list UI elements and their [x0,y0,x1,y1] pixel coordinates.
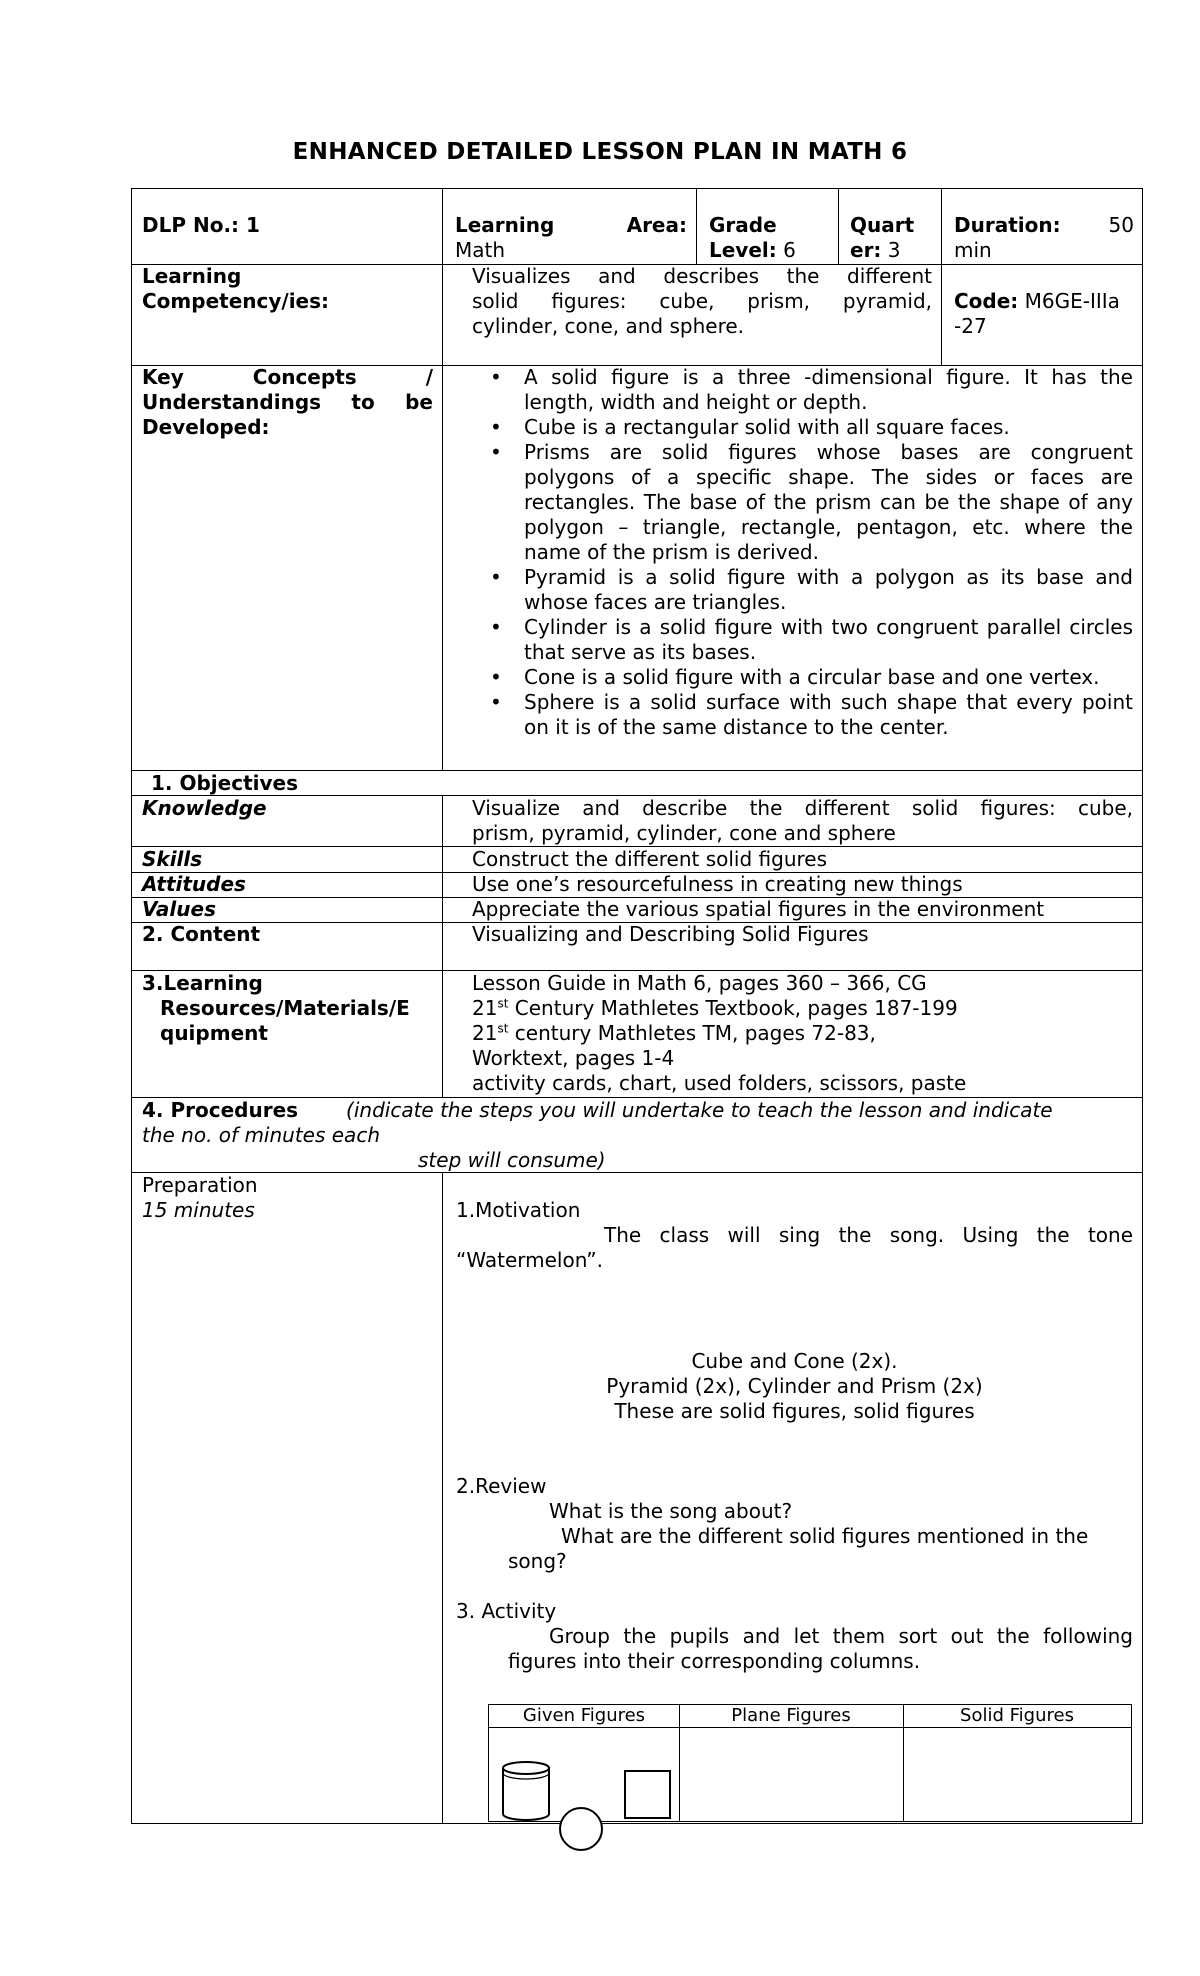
content-value: Visualizing and Describing Solid Figures [472,922,869,946]
motivation-text-2: “Watermelon”. [456,1248,604,1272]
content-label: 2. Content [142,922,261,946]
preparation-label: Preparation 15 minutes [142,1173,258,1222]
key-concepts-label: Key Concepts / Understandings to be Developed: [142,365,433,439]
activity-heading: 3. Activity [456,1599,557,1623]
competency-code: Code: M6GE-IIIa -27 [954,289,1120,338]
review-question: What are the different solid figures mentioned in the [561,1524,1089,1548]
column-divider [442,795,443,1097]
attitudes-value: Use one’s resourcefulness in creating new things [472,872,963,896]
skills-label: Skills [142,847,203,871]
table-header: Given Figures [522,1705,646,1726]
motivation-text: The class will sing the song. Using the tone [604,1223,1133,1247]
procedures-heading: 4. Procedures (indicate the steps you will undertake to teach the lesson and indicate the no. of minutes each step will consume) [142,1098,1053,1172]
list-item: • A solid figure is a three -dimensional figure. It has the length, width and height or depth. [476,365,1133,415]
review-question: What is the song about? [549,1499,793,1523]
grade-level: Grade Level: 6 [709,213,796,262]
table-header: Plane Figures [731,1705,851,1726]
list-item: • Cone is a solid figure with a circular base and one vertex. [476,665,1133,690]
quarter: Quart er: 3 [850,213,915,262]
column-divider [941,188,942,365]
learning-area: Learning Area: Math [455,213,687,262]
column-divider [442,1172,443,1824]
column-divider [442,188,443,770]
list-item: • Cube is a rectangular solid with all square faces. [476,415,1133,440]
resources-label: 3.Learning Resources/Materials/E quipment [142,971,410,1045]
column-divider [838,188,839,264]
resources-list: Lesson Guide in Math 6, pages 360 – 366, CG 21st Century Mathletes Textbook, pages 187-199 21st century Mathletes TM, pages 72-83, Worktext, pages 1-4 activity cards, chart, used folders, scissors, paste [472,971,967,1095]
review-heading: 2.Review [456,1474,547,1498]
list-item: • Pyramid is a solid figure with a polygon as its base and whose faces are triangles. [476,565,1133,615]
motivation-heading: 1.Motivation [456,1198,581,1222]
list-item: • Sphere is a solid surface with such shape that every point on it is of the same distance to the center. [476,690,1133,740]
document-title: ENHANCED DETAILED LESSON PLAN IN MATH 6 [292,139,908,165]
skills-value: Construct the different solid figures [472,847,828,871]
knowledge-label: Knowledge [142,796,267,820]
song-lyrics: Cube and Cone (2x). Pyramid (2x), Cylinder and Prism (2x) These are solid figures, solid figures [606,1349,983,1423]
list-item: • Prisms are solid figures whose bases are congruent polygons of a specific shape. The sides or faces are rectangles. The base of the prism can be the shape of any polygon – triangle, rectangle, pentagon, etc. where the name of the prism is derived. [476,440,1133,565]
key-concepts-list [476,365,1133,740]
competency-text: Visualizes and describes the different solid figures: cube, prism, pyramid, cylinder, cone, and sphere. [472,264,932,338]
sort-figures-table [488,1704,1132,1822]
values-value: Appreciate the various spatial figures in the environment [472,897,1045,921]
cylinder-icon [500,1760,552,1822]
dlp-number: DLP No.: 1 [142,213,260,237]
activity-text-2: figures into their corresponding columns. [508,1649,921,1673]
column-divider [903,1705,904,1821]
table-header: Solid Figures [960,1705,1074,1726]
duration: Duration: 50 min [954,213,1134,262]
values-label: Values [142,897,216,921]
square-icon [623,1769,673,1821]
list-item: • Cylinder is a solid figure with two congruent parallel circles that serve as its bases. [476,615,1133,665]
knowledge-value: Visualize and describe the different solid figures: cube, prism, pyramid, cylinder, cone and sphere [472,796,1133,845]
circle-icon [558,1806,604,1852]
column-divider [679,1705,680,1821]
row-divider [489,1727,1131,1728]
column-divider [696,188,697,264]
activity-text: Group the pupils and let them sort out the following [549,1624,1133,1648]
attitudes-label: Attitudes [142,872,246,896]
objectives-heading: 1. Objectives [151,771,298,795]
review-question-cont: song? [508,1549,567,1573]
competency-label: Learning Competency/ies: [142,264,330,313]
